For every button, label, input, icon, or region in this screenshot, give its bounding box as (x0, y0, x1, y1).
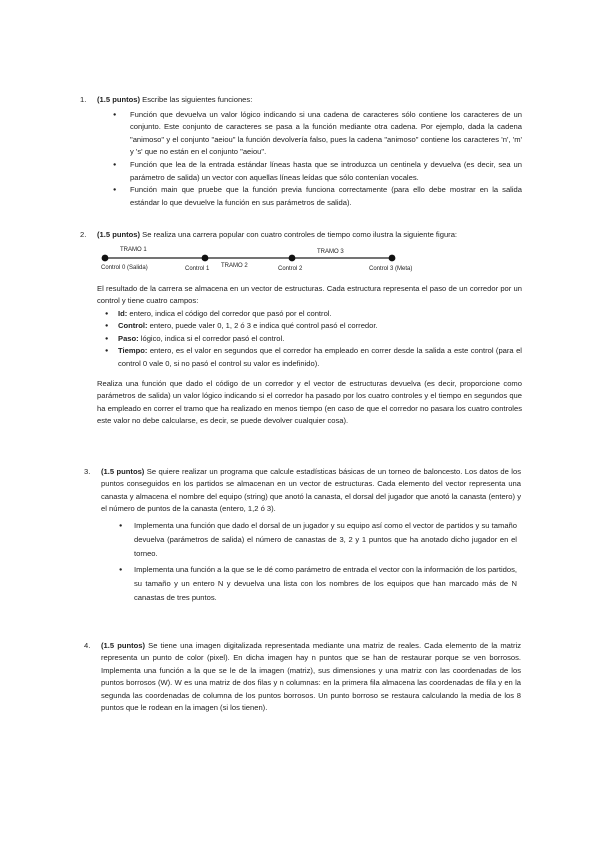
list-item (118, 333, 522, 345)
function-list (134, 519, 517, 607)
question-text (101, 640, 521, 714)
field-desc: entero, puede valer 0, 1, 2 ó 3 e indica qué control pasó el corredor. (147, 321, 378, 331)
question-number: 2. (80, 230, 87, 239)
paragraph: Realiza una función que dado el código de un corredor y el vector de estructuras devuelva (es decir, proporcione como parámetros de salida) un valor lógico indicando si el corredor ha pasado por los cuatro controles y el tiempo en segundos que ha empleado en correr el tramo que ha realizado en menos tiempo (en caso de que el corredor no pasara los cuatro controles este valor no debe calcularse, es decir, se puede devolver cualquier cosa). (97, 379, 522, 426)
question-intro (97, 94, 527, 106)
race-figure (95, 243, 435, 275)
question-intro-text: Se quiere realizar un programa que calcule estadísticas básicas de un torneo de baloncesto. Los datos de los puntos conseguidos en los partidos se almacenan en un vector de estructuras. Cada elemento del vector representa una canasta y almacena el nombre del equipo (string) que anotó la canasta, el dorsal del jugador que anotó la canasta (entero) y el número de puntos de la canasta (entero, 1,2 ó 3). (101, 467, 521, 514)
paragraph: El resultado de la carrera se almacena en un vector de estructuras. Cada estructura representa el paso de un corredor por un control y tiene cuatro campos: (97, 284, 522, 306)
question-intro-text: Escribe las siguientes funciones: (140, 95, 253, 104)
question-points: (1.5 puntos) (97, 95, 141, 104)
question-number: 4. (84, 641, 91, 650)
fields-list (118, 308, 522, 370)
tramo-2-label: TRAMO 2 (221, 263, 248, 269)
field-name: Id: (118, 309, 128, 318)
list-item: ● Implementa una función a la que se le dé como parámetro de entrada el vector con la información de los partidos, su tamaño y un entero N y devuelva una lista con los nombres de los equipos que han marcado más de N canastas de tres puntos. (134, 563, 517, 605)
question-points: (1.5 puntos) (101, 641, 146, 650)
field-desc: lógico, indica si el corredor pasó el control. (138, 333, 285, 343)
function-list (130, 109, 522, 210)
control-1-marker (202, 255, 209, 262)
control-0-marker (102, 255, 109, 262)
question-number: 1. (80, 95, 87, 104)
field-name: Tiempo: (118, 346, 148, 356)
list-item: ● Función main que pruebe que la función previa funciona correctamente (para ello debe mostrar en la salida estándar lo que devuelve la función en sus parámetros de salida). (130, 184, 522, 209)
field-desc: entero, es el valor en segundos que el corredor ha empleado en correr desde la salida a este control (para el control 0 vale 0, si no pasó el control su valor es indefinido). (118, 346, 522, 368)
question-points: (1.5 puntos) (97, 230, 141, 239)
list-item (118, 308, 522, 320)
question-intro (97, 229, 527, 241)
field-name: Paso: (118, 333, 139, 343)
control-2-label: Control 2 (278, 266, 303, 272)
list-item (118, 345, 522, 370)
control-3-marker (389, 255, 396, 262)
list-item: ● Función que lea de la entrada estándar líneas hasta que se introduzca un centinela y devuelva (es decir, sea un parámetro de salida) un vector con aquellas líneas leídas que sólo contenían vocales. (130, 159, 522, 184)
tramo-1-label: TRAMO 1 (120, 247, 147, 253)
question-intro-text: Se realiza una carrera popular con cuatro controles de tiempo como ilustra la siguiente figura: (140, 230, 458, 239)
list-item: ● Función que devuelva un valor lógico indicando si una cadena de caracteres sólo contiene los caracteres de un conjunto. Este conjunto de caracteres se pasa a la función mediante otra cadena. Por ejemplo, dada la cadena "animoso" y el conjunto "aeiou" la función devolvería falso, pues la cadena "animoso" contiene los caracteres 'n', 'm' y 's' que no están en el conjunto "aeiou". (130, 109, 522, 159)
control-0-label: Control 0 (Salida) (101, 265, 148, 271)
control-1-label: Control 1 (185, 266, 210, 272)
question-intro (101, 466, 521, 516)
field-name: Control: (118, 321, 148, 331)
field-desc: entero, indica el código del corredor que pasó por el control. (127, 309, 332, 318)
question-number: 3. (84, 467, 91, 476)
control-3-label: Control 3 (Meta) (369, 266, 413, 272)
question-body-text: Se tiene una imagen digitalizada representada mediante una matriz de reales. Cada elemento de la matriz representa un punto de color (pixel). En dicha imagen hay n puntos que se han de restaurar porque se ven borrosos. Implementa una función a la que se le de la imagen (matriz), sus dimensiones y una matriz con las coordenadas de los puntos borrosos (W). W es una matriz de dos filas y n columnas: en la primera fila almacena las coordenadas de fila y en la segunda las coordenadas de columna de los puntos borrosos. Un punto borroso se restaura calculando la media de los 8 puntos que le rodean en la imagen (si los tienen). (101, 641, 522, 713)
question-points: (1.5 puntos) (101, 467, 145, 476)
list-item (118, 320, 522, 332)
tramo-3-label: TRAMO 3 (317, 249, 344, 255)
list-item: ● Implementa una función que dado el dorsal de un jugador y su equipo así como el vector de partidos y su tamaño devuelva (parámetros de salida) el número de canastas de 3, 2 y 1 puntos que ha anotado dicho jugador en el torneo. (134, 519, 517, 561)
control-2-marker (289, 255, 296, 262)
